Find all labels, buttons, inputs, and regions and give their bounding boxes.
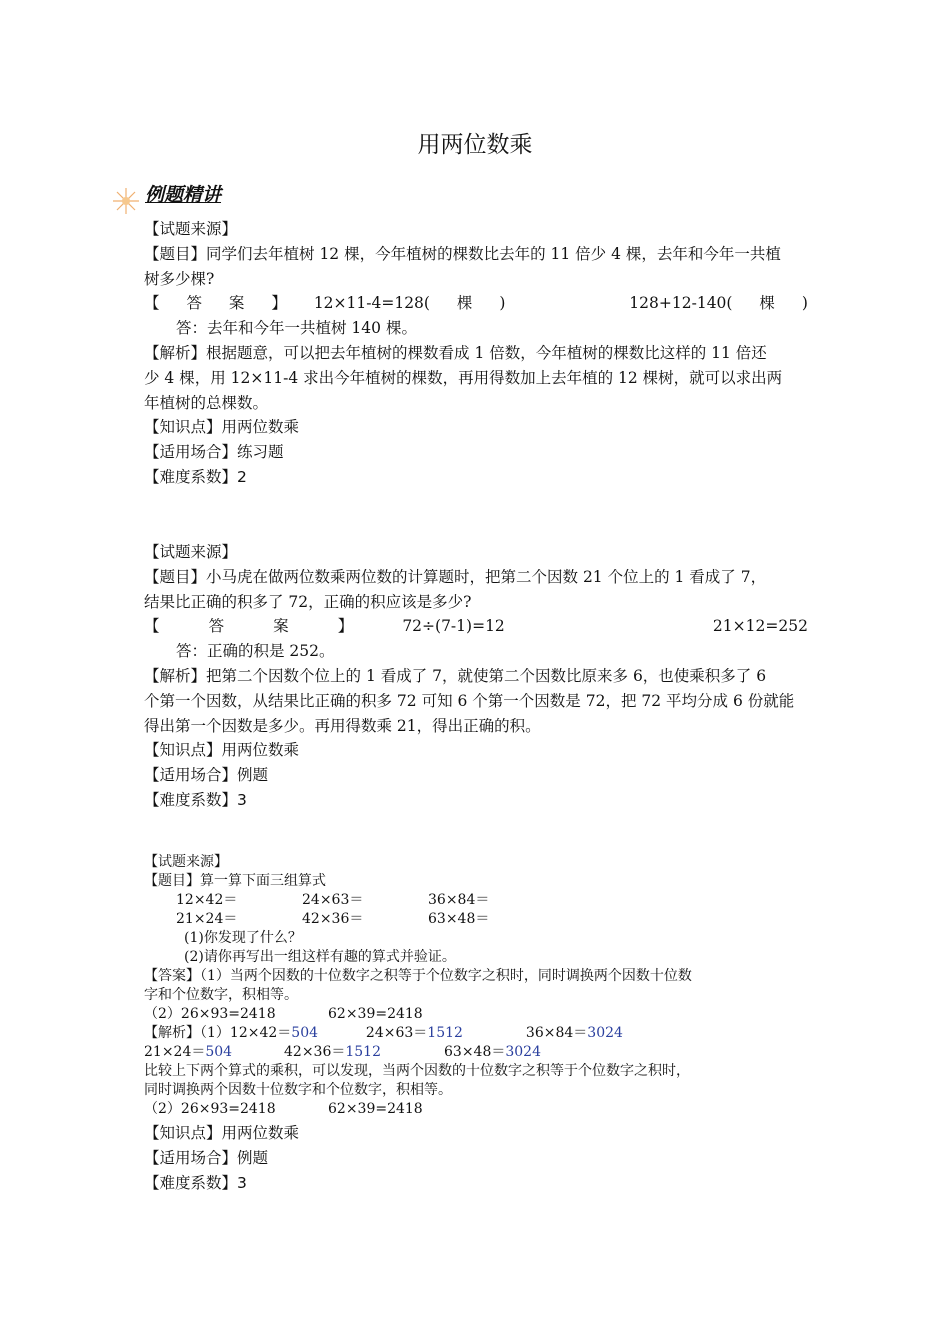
question: 【题目】小马虎在做两位数乘两位数的计算题时，把第二个因数 21 个位上的 1 看成了 7， xyxy=(144,567,767,586)
answer-row: 【 答 案 】 72÷(7-1)=12 21×12=252 xyxy=(144,617,808,636)
equation-grid-row-1: 12×42＝ 24×63＝ 36×84＝ xyxy=(176,892,490,908)
answer-examples: （2）26×93=2418 62×39=2418 xyxy=(144,1006,423,1022)
knowledge-point: 【知识点】用两位数乘 xyxy=(144,741,300,760)
equation-grid-row-2: 21×24＝ 42×36＝ 63×48＝ xyxy=(176,911,490,927)
question-cont: 树多少棵? xyxy=(144,269,215,288)
question: 【题目】算一算下面三组算式 xyxy=(144,873,326,889)
analysis-cont-2: 得出第一个因数是多少。再用得数乘 21，得出正确的积。 xyxy=(144,716,541,735)
difficulty: 【难度系数】3 xyxy=(144,790,247,809)
section-heading: 例题精讲 xyxy=(145,184,222,206)
problem-1 xyxy=(144,217,808,490)
analysis-cont-1: 少 4 棵，用 12×11-4 求出今年植树的棵数，再用得数加上去年植的 12 棵树，就可以求出两 xyxy=(144,368,783,387)
source-label: 【试题来源】 xyxy=(144,854,228,870)
analysis-cont-1: 个第一个因数，从结果比正确的积多 72 可知 6 个第一个因数是 72，把 72 平均分成 6 份就能 xyxy=(144,691,795,710)
occasion: 【适用场合】例题 xyxy=(144,1148,269,1167)
knowledge-point: 【知识点】用两位数乘 xyxy=(144,1124,300,1142)
source-label: 【试题来源】 xyxy=(144,220,238,238)
answer-row: 【 答 案 】 12×11-4=128( 棵 ) 128+12-140( 棵 ) xyxy=(144,294,808,313)
page-title: 用两位数乘 xyxy=(417,132,533,158)
question: 【题目】同学们去年植树 12 棵，今年植树的棵数比去年的 11 倍少 4 棵，去年和今年一共植 xyxy=(144,244,781,263)
sub-question-2: (2)请你再写出一组这样有趣的算式并验证。 xyxy=(184,949,456,965)
star-icon xyxy=(111,186,141,216)
answer-cont: 字和个位数字，积相等。 xyxy=(144,987,298,1003)
analysis-examples: （2）26×93=2418 62×39=2418 xyxy=(144,1101,423,1117)
analysis-row-2: 21×24＝504 42×36＝1512 63×48＝3024 xyxy=(144,1044,541,1060)
sub-question-1: (1)你发现了什么？ xyxy=(184,930,302,946)
answer-line: 答：去年和今年一共植树 140 棵。 xyxy=(176,319,417,338)
analysis: 【解析】根据题意，可以把去年植树的棵数看成 1 倍数，今年植树的棵数比这样的 11 倍还 xyxy=(144,343,767,362)
analysis-row-1: 【解析】（1）12×42＝504 24×63＝1512 36×84＝3024 xyxy=(144,1025,623,1041)
occasion: 【适用场合】练习题 xyxy=(144,443,284,462)
question-cont: 结果比正确的积多了 72，正确的积应该是多少? xyxy=(144,592,472,611)
analysis-cont-2: 年植树的总棵数。 xyxy=(144,393,269,412)
analysis-text: 比较上下两个算式的乘积，可以发现，当两个因数的十位数字之积等于个位数字之积时， xyxy=(144,1063,690,1079)
problem-2 xyxy=(144,540,808,813)
problem-3 xyxy=(144,853,808,1195)
difficulty: 【难度系数】3 xyxy=(144,1173,247,1192)
analysis-text-cont: 同时调换两个因数十位数字和个位数字，积相等。 xyxy=(144,1082,452,1098)
source-label: 【试题来源】 xyxy=(144,543,238,561)
answer-line: 答：正确的积是 252。 xyxy=(176,642,335,661)
knowledge-point: 【知识点】用两位数乘 xyxy=(144,418,300,437)
answer: 【答案】（1）当两个因数的十位数字之积等于个位数字之积时，同时调换两个因数十位数 xyxy=(144,968,692,984)
analysis: 【解析】把第二个因数个位上的 1 看成了 7，就使第二个因数比原来多 6，也使乘积多了 6 xyxy=(144,666,767,685)
difficulty: 【难度系数】2 xyxy=(144,467,247,486)
occasion: 【适用场合】例题 xyxy=(144,766,269,785)
